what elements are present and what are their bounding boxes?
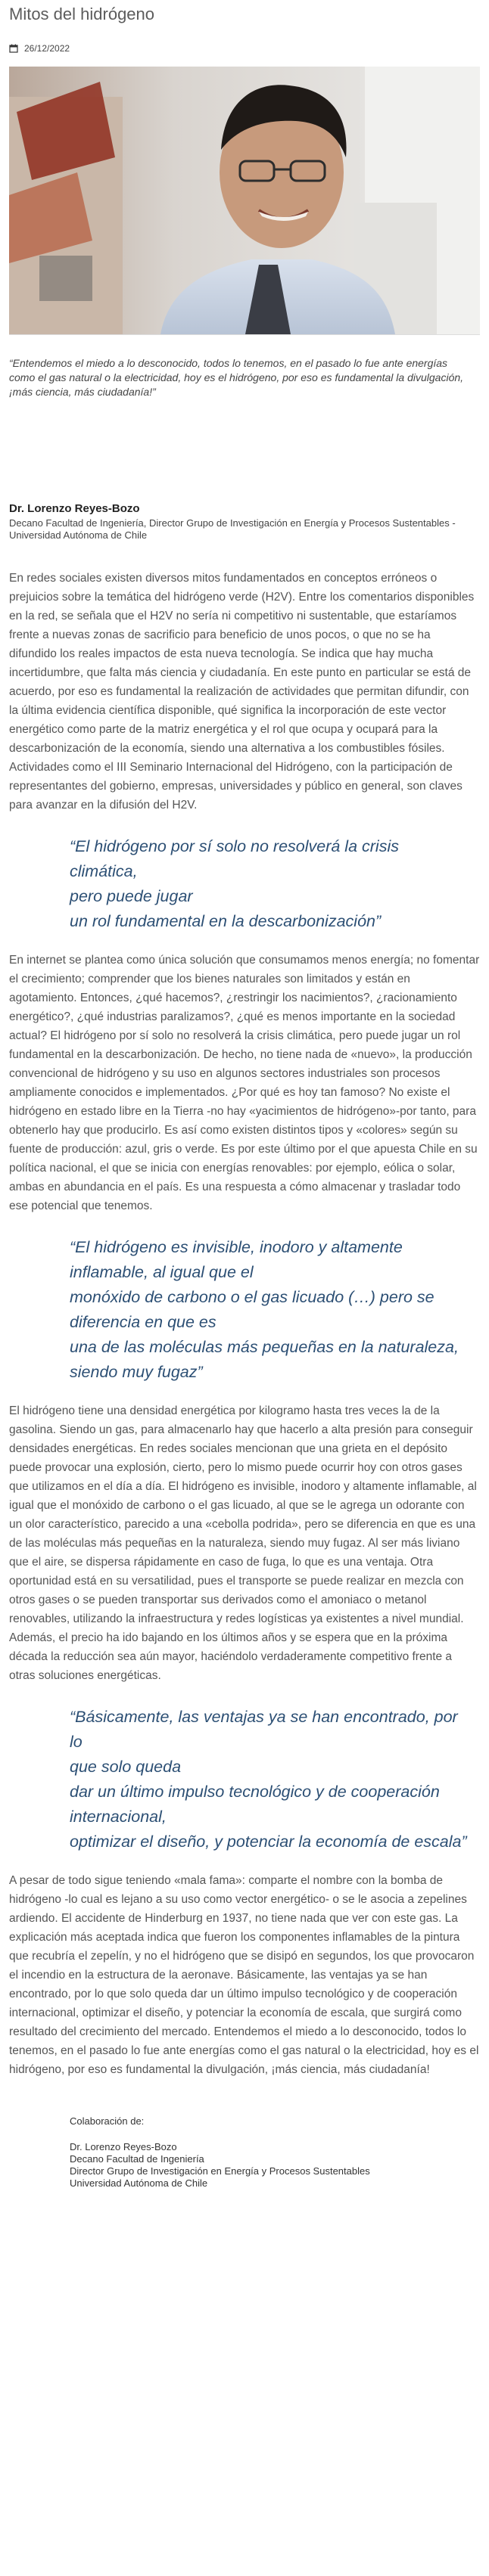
- calendar-icon: [9, 44, 18, 53]
- author-name: Dr. Lorenzo Reyes-Bozo: [9, 502, 140, 515]
- pull-quote: [9, 1235, 480, 1385]
- page-title: Mitos del hidrógeno: [9, 5, 155, 23]
- quote-line: una de las moléculas más pequeñas en la naturaleza,: [70, 1338, 459, 1356]
- paragraph: En internet se plantea como única solución que consumamos menos energía; no fomentar el crecimiento; comprender que los bienes naturales son limitados y están en agotamiento. Entonces, ¿qué hacemos?, ¿restringir los nacimientos?, ¿racionamiento energético?, ¿qué industrias paralizamos?, ¿qué es menos importante en la sociedad actual? El hidrógeno por sí solo no resolverá la crisis climática, pero puede jugar un rol fundamental en la descarbonización. De hecho, no tiene nada de «nuevo», la producción convencional de hidrógeno y su uso en algunos sectores industriales son procesos ampliamente conocidos e implementados. ¿Por qué es hoy tan famoso? No existe el hidrógeno en estado libre en la Tierra -no hay «yacimientos de hidrógeno»-por tanto, para obtenerlo hay que producirlo. Es así como existen distintos tipos y «colores» según su fuente de producción: azul, gris o verde. Es por este último por el que apuesta Chile en su política nacional, el que se inicia con energías renovables: por ejemplo, eólica o solar, ambas en abundancia en el país. Es una respuesta a cómo almacenar y trasladar todo ese potencial que tenemos.: [9, 954, 480, 1212]
- paragraph: El hidrógeno tiene una densidad energética por kilogramo hasta tres veces la de la gasolina. Siendo un gas, para almacenarlo hay que hacerlo a alta presión para conseguir densidades energéticas. En redes sociales mencionan que una grieta en el depósito puede provocar una explosión, cierto, pero lo mismo puede ocurrir hoy con otros gases que utilizamos en el día a día. El hidrógeno es invisible, inodoro y altamente inflamable, al igual que el monóxido de carbono o el gas licuado, al que se le agrega un odorante con un olor característico, parecido a una «cebolla podrida», pero se diferencia en que es una de las moléculas más pequeñas en la naturaleza, siendo muy fugaz. Al ser más liviano que el aire, se dispersa rápidamente en caso de fuga, lo que es una ventaja. Otra oportunidad está en su versatilidad, pues el transporte se puede realizar en mezcla con otros gases o se pueden transportar sus derivados como el amoniaco o metanol renovables, utilizando la infraestructura y redes logísticas ya existentes a nivel mundial. Además, el precio ha ido bajando en los últimos años y se espera que en la próxima década la reducción sea aún mayor, haciéndolo verdaderamente competitivo frente a otras soluciones energéticas.: [9, 1404, 477, 1682]
- quote-line: monóxido de carbono o el gas licuado (…) pero se: [70, 1288, 434, 1306]
- date-row: [9, 39, 480, 57]
- quote-line: siendo muy fugaz”: [70, 1363, 203, 1381]
- quote-line: “El hidrógeno por sí solo no resolverá la crisis climática,: [70, 837, 399, 880]
- collaboration-line: Decano Facultad de Ingeniería: [70, 2153, 204, 2165]
- collaboration-line: Dr. Lorenzo Reyes-Bozo: [70, 2141, 177, 2152]
- quote-line: optimizar el diseño, y potenciar la economía de escala”: [70, 1833, 467, 1851]
- quote-line: dar un último impulso tecnológico y de cooperación: [70, 1783, 440, 1801]
- quote-line: pero puede jugar: [70, 887, 193, 905]
- author-role: Decano Facultad de Ingeniería, Director Grupo de Investigación en Energía y Procesos Sustentables - Universidad Autónoma de Chile: [9, 517, 456, 541]
- collaboration-line: Director Grupo de Investigación en Energía y Procesos Sustentables: [70, 2165, 370, 2177]
- quote-line: que solo queda: [70, 1758, 182, 1776]
- quote-line: un rol fundamental en la descarbonización”: [70, 912, 382, 930]
- pull-quote: [9, 1705, 480, 1854]
- paragraph: A pesar de todo sigue teniendo «mala fama»: comparte el nombre con la bomba de hidrógeno -lo cual es lejano a su uso como vector energético- o se le asocia a zepelines ardiendo. El accidente de Hinderburg en 1937, no tiene nada que ver con este gas. La explicación más aceptada indica que fueron los componentes inflamables de la pintura que recubría el zepelín, y no el hidrógeno que se disipó en segundos, los que provocaron el incendio en la estructura de la aeronave. Básicamente, las ventajas ya se han encontrado, por lo que solo queda dar un último impulso tecnológico y de cooperación internacional, optimizar el diseño, y potenciar la economía de escala, que surgirá como resultado del crecimiento del mercado. Entendemos el miedo a lo desconocido, todos lo tenemos, en el pasado lo fue ante energías como el gas natural o la electricidad, hoy es el hidrógeno, por eso es fundamental la divulgación, ¡más ciencia, más ciudadanía!: [9, 1874, 479, 2076]
- collaboration-line: Universidad Autónoma de Chile: [70, 2177, 208, 2189]
- person-photo: [9, 67, 480, 334]
- quote-line: internacional,: [70, 1808, 167, 1826]
- photo-caption: “Entendemos el miedo a lo desconocido, todos lo tenemos, en el pasado lo fue ante energías como el gas natural o la electricidad, hoy es el hidrógeno, por eso es fundamental la divulgación, ¡más ciencia, más ciudadanía!”: [9, 357, 464, 398]
- collaboration-block: [9, 2115, 480, 2190]
- quote-line: inflamable, al igual que el: [70, 1263, 254, 1281]
- collaboration-heading: Colaboración de:: [70, 2115, 145, 2127]
- quote-line: “El hidrógeno es invisible, inodoro y altamente: [70, 1238, 403, 1256]
- quote-line: diferencia en que es: [70, 1313, 216, 1331]
- quote-line: “Básicamente, las ventajas ya se han encontrado, por lo: [70, 1708, 458, 1751]
- publish-date: 26/12/2022: [24, 43, 70, 54]
- pull-quote: [9, 834, 480, 934]
- paragraph: En redes sociales existen diversos mitos fundamentados en conceptos erróneos o prejuicios sobre la temática del hidrógeno verde (H2V). Entre los comentarios disponibles en la red, se señala que el H2V no sería ni competitivo ni sustentable, que estaríamos frente a nuevas zonas de sacrificio para beneficio de unos pocos, o que no se ha difundido los reales impactos de esta nueva tecnología. Se indica que hay mucha incertidumbre, que falta más ciencia y ciudadanía. En este punto en particular se está de acuerdo, por eso es fundamental la realización de actividades que permitan difundir, con la última evidencia científica disponible, qué significa la incorporación de este vector energético como parte de la matriz energética y el rol que ocupa y ocupará para la descarbonización de la economía, siendo una alternativa a los combustibles fósiles. Actividades como el III Seminario Internacional del Hidrógeno, con la participación de representantes del gobierno, empresas, universidades y público en general, son claves para avanzar en la difusión del H2V.: [9, 572, 475, 812]
- author-block: [9, 502, 480, 542]
- author-photo: [9, 67, 480, 335]
